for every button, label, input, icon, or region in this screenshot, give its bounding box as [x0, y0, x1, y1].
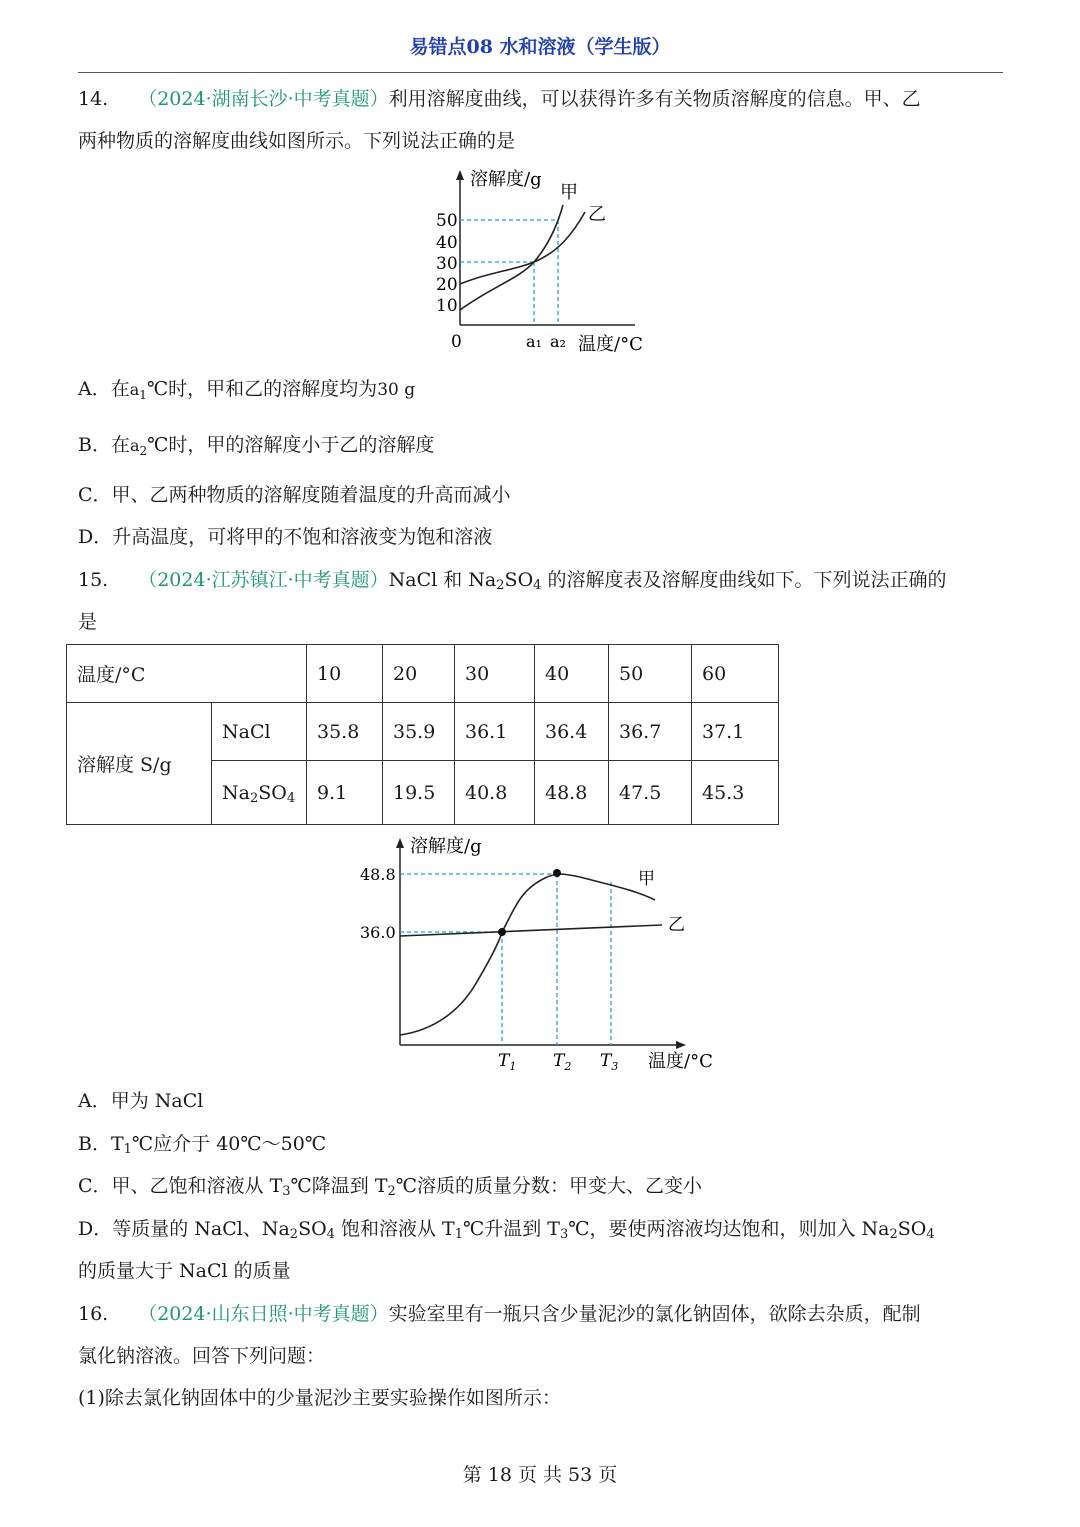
q15-option-c-c: ℃降温到 T — [290, 1175, 388, 1197]
q15-table-temp: 50 — [609, 645, 692, 703]
q14-option-a[interactable] — [78, 376, 415, 404]
q15-table-na2so4-cell: 9.1 — [307, 761, 383, 825]
q16-stem-line2: 氯化钠溶液。回答下列问题： — [78, 1345, 326, 1367]
q15-table-temp-header: 温度/°C — [67, 645, 307, 703]
page-header-title: 易错点08 水和溶液（学生版） — [409, 36, 671, 58]
q14-curve-yi — [460, 212, 585, 284]
q14-option-b-sub: 2 — [139, 444, 148, 458]
na2so4-so: SO — [258, 781, 287, 804]
q15-option-b[interactable] — [78, 1131, 326, 1160]
q14-option-a-value: 30 g — [377, 380, 416, 400]
q15-table-nacl-cell: 37.1 — [692, 703, 779, 761]
q14-option-a-post: ℃时，甲和乙的溶解度均为 — [146, 378, 378, 400]
q16-number: 16. — [78, 1303, 109, 1325]
q14-y-arrow — [456, 170, 464, 180]
q14-stem-text1: 利用溶解度曲线，可以获得许多有关物质溶解度的信息。甲、乙 — [388, 88, 921, 110]
q15-table-sol-label: 溶解度 S/g — [67, 703, 212, 825]
q15-stem-d: 4 — [533, 578, 542, 593]
q15-ytick-high: 48.8 — [360, 865, 396, 884]
q14-option-b-var: a — [129, 436, 140, 455]
q14-solubility-chart — [420, 160, 660, 360]
q15-option-d-e: 饱和溶液从 T — [334, 1218, 455, 1240]
q14-stem-line2: 两种物质的溶解度曲线如图所示。下列说法正确的是 — [78, 130, 516, 152]
q15-table-header-row — [67, 645, 779, 703]
q15-number: 15. — [78, 569, 109, 591]
q15-option-d-l: 4 — [926, 1227, 935, 1242]
q15-t2-letter: T — [553, 1051, 565, 1071]
q15-table-temp: 40 — [535, 645, 609, 703]
q14-label-yi: 乙 — [588, 204, 606, 225]
q14-origin: 0 — [451, 332, 462, 352]
q14-option-a-sub: 1 — [139, 388, 147, 402]
q15-option-d-b: 2 — [289, 1227, 299, 1242]
q15-solubility-chart — [350, 830, 730, 1075]
q15-table-nacl-cell: 35.8 — [307, 703, 383, 761]
q15-xtick-t2 — [553, 1051, 571, 1073]
q15-x-arrow — [676, 1041, 686, 1049]
q15-table-na2so4-cell: 40.8 — [455, 761, 535, 825]
na2so4-na: Na — [222, 781, 250, 804]
q15-option-a[interactable]: A．甲为 NaCl — [78, 1090, 204, 1112]
q14-label-jia: 甲 — [560, 182, 578, 203]
q16-source: （2024·山东日照·中考真题） — [138, 1303, 389, 1325]
q15-table-temp: 60 — [692, 645, 779, 703]
q15-option-d-f: 1 — [454, 1227, 463, 1242]
q15-y-arrow — [396, 838, 404, 848]
q15-curve-yi — [400, 925, 662, 936]
q14-ytick-20: 20 — [436, 275, 458, 295]
q15-option-d-h: 3 — [559, 1227, 569, 1242]
q14-option-d[interactable]: D．升高温度，可将甲的不饱和溶液变为饱和溶液 — [78, 526, 493, 548]
q15-option-b-sub: 1 — [123, 1142, 132, 1157]
q15-table-na2so4-cell: 45.3 — [692, 761, 779, 825]
q14-xtick-a1: a₁ — [526, 332, 542, 351]
q15-option-c-e: ℃溶质的质量分数：甲变大、乙变小 — [395, 1175, 703, 1197]
q14-option-a-pre: A．在 — [78, 378, 130, 400]
q15-option-c-sub1: 3 — [282, 1184, 291, 1199]
q15-table-temp: 20 — [383, 645, 455, 703]
q15-option-d-j: 2 — [889, 1227, 898, 1242]
header-rule — [78, 72, 1003, 73]
q14-number: 14. — [78, 88, 109, 110]
q15-xtick-t3 — [600, 1051, 618, 1073]
q15-option-d-k: SO — [897, 1218, 927, 1240]
q14-ytick-40: 40 — [436, 233, 458, 253]
q15-stem-c: SO — [504, 569, 534, 591]
q15-label-yi: 乙 — [668, 915, 685, 935]
q15-table-nacl-cell: 36.4 — [535, 703, 609, 761]
q15-table-na2so4-cell: 48.8 — [535, 761, 609, 825]
q14-ytick-50: 50 — [436, 211, 458, 231]
q15-ylabel: 溶解度/g — [410, 836, 482, 857]
q14-option-b-post: ℃时，甲的溶解度小于乙的溶解度 — [147, 434, 435, 456]
q15-table-temp: 30 — [455, 645, 535, 703]
q15-t3-letter: T — [600, 1051, 612, 1071]
q15-t1-letter: T — [498, 1051, 510, 1071]
q15-solubility-table — [66, 644, 779, 825]
q14-stem-line1 — [78, 86, 921, 112]
q15-table-nacl-row — [67, 703, 779, 761]
q15-stem-a: NaCl 和 Na — [388, 569, 497, 591]
q15-option-d-line2: 的质量大于 NaCl 的质量 — [78, 1260, 291, 1282]
q15-stem-b: 2 — [496, 578, 505, 593]
q14-option-b[interactable] — [78, 432, 434, 460]
q15-t3-sub: 3 — [611, 1060, 619, 1073]
q15-option-c-sub2: 2 — [387, 1184, 396, 1199]
page-footer: 第 18 页 共 53 页 — [462, 1464, 618, 1486]
na2so4-sub2: 2 — [249, 790, 259, 806]
q15-option-d-d: 4 — [326, 1227, 335, 1242]
q14-ytick-10: 10 — [436, 296, 458, 316]
q14-option-c[interactable]: C．甲、乙两种物质的溶解度随着温度的升高而减小 — [78, 484, 511, 506]
q15-xlabel: 温度/°C — [648, 1051, 713, 1072]
q14-source: （2024·湖南长沙·中考真题） — [138, 88, 389, 110]
q14-curve-jia — [460, 205, 563, 310]
q15-point-max — [553, 869, 561, 877]
q15-option-c-a: C．甲、乙饱和溶液从 T — [78, 1175, 283, 1197]
q15-option-b-a: B．T — [78, 1133, 124, 1155]
q15-stem-line1 — [78, 567, 946, 596]
q15-table-nacl-cell: 36.7 — [609, 703, 692, 761]
q15-table-nacl-label: NaCl — [212, 703, 307, 761]
q15-t2-sub: 2 — [564, 1060, 572, 1073]
q16-stem-line1 — [78, 1301, 921, 1327]
q14-option-b-pre: B．在 — [78, 434, 130, 456]
q15-curve-jia — [400, 874, 655, 1035]
q15-table-na2so4-cell: 19.5 — [383, 761, 455, 825]
q16-part1: (1)除去氯化钠固体中的少量泥沙主要实验操作如图所示： — [78, 1387, 561, 1409]
q15-table-nacl-cell: 35.9 — [383, 703, 455, 761]
q15-option-b-c: ℃应介于 40℃～50℃ — [131, 1133, 327, 1155]
q15-ytick-low: 36.0 — [360, 923, 396, 942]
q15-table-nacl-cell: 36.1 — [455, 703, 535, 761]
q15-table-temp: 10 — [307, 645, 383, 703]
q14-ylabel: 溶解度/g — [470, 169, 542, 190]
q15-option-d-g: ℃升温到 T — [463, 1218, 560, 1240]
q15-option-d-i: ℃，要使两溶液均达饱和，则加入 Na — [568, 1218, 890, 1240]
q15-source: （2024·江苏镇江·中考真题） — [138, 569, 389, 591]
q15-option-d-c: SO — [298, 1218, 327, 1240]
q14-xlabel: 温度/°C — [578, 334, 643, 355]
q15-table-na2so4-cell: 47.5 — [609, 761, 692, 825]
q14-xtick-a2: a₂ — [550, 332, 566, 351]
q15-t1-sub: 1 — [509, 1060, 517, 1073]
q14-option-a-var: a — [129, 380, 140, 399]
q15-stem-line2: 是 — [78, 611, 98, 633]
q15-option-c[interactable] — [78, 1173, 702, 1202]
q15-stem-e: 的溶解度表及溶解度曲线如下。下列说法正确的 — [541, 569, 947, 591]
q15-table-na2so4-label — [212, 761, 307, 825]
q15-option-d[interactable] — [78, 1216, 935, 1245]
q15-point-intersection — [498, 928, 506, 936]
q15-label-jia: 甲 — [638, 869, 655, 889]
q15-xtick-t1 — [498, 1051, 516, 1073]
q14-ytick-30: 30 — [436, 254, 458, 274]
q16-stem-text1: 实验室里有一瓶只含少量泥沙的氯化钠固体，欲除去杂质，配制 — [388, 1303, 921, 1325]
q15-option-d-a: D．等质量的 NaCl、Na — [78, 1218, 290, 1240]
na2so4-sub4: 4 — [286, 790, 296, 806]
